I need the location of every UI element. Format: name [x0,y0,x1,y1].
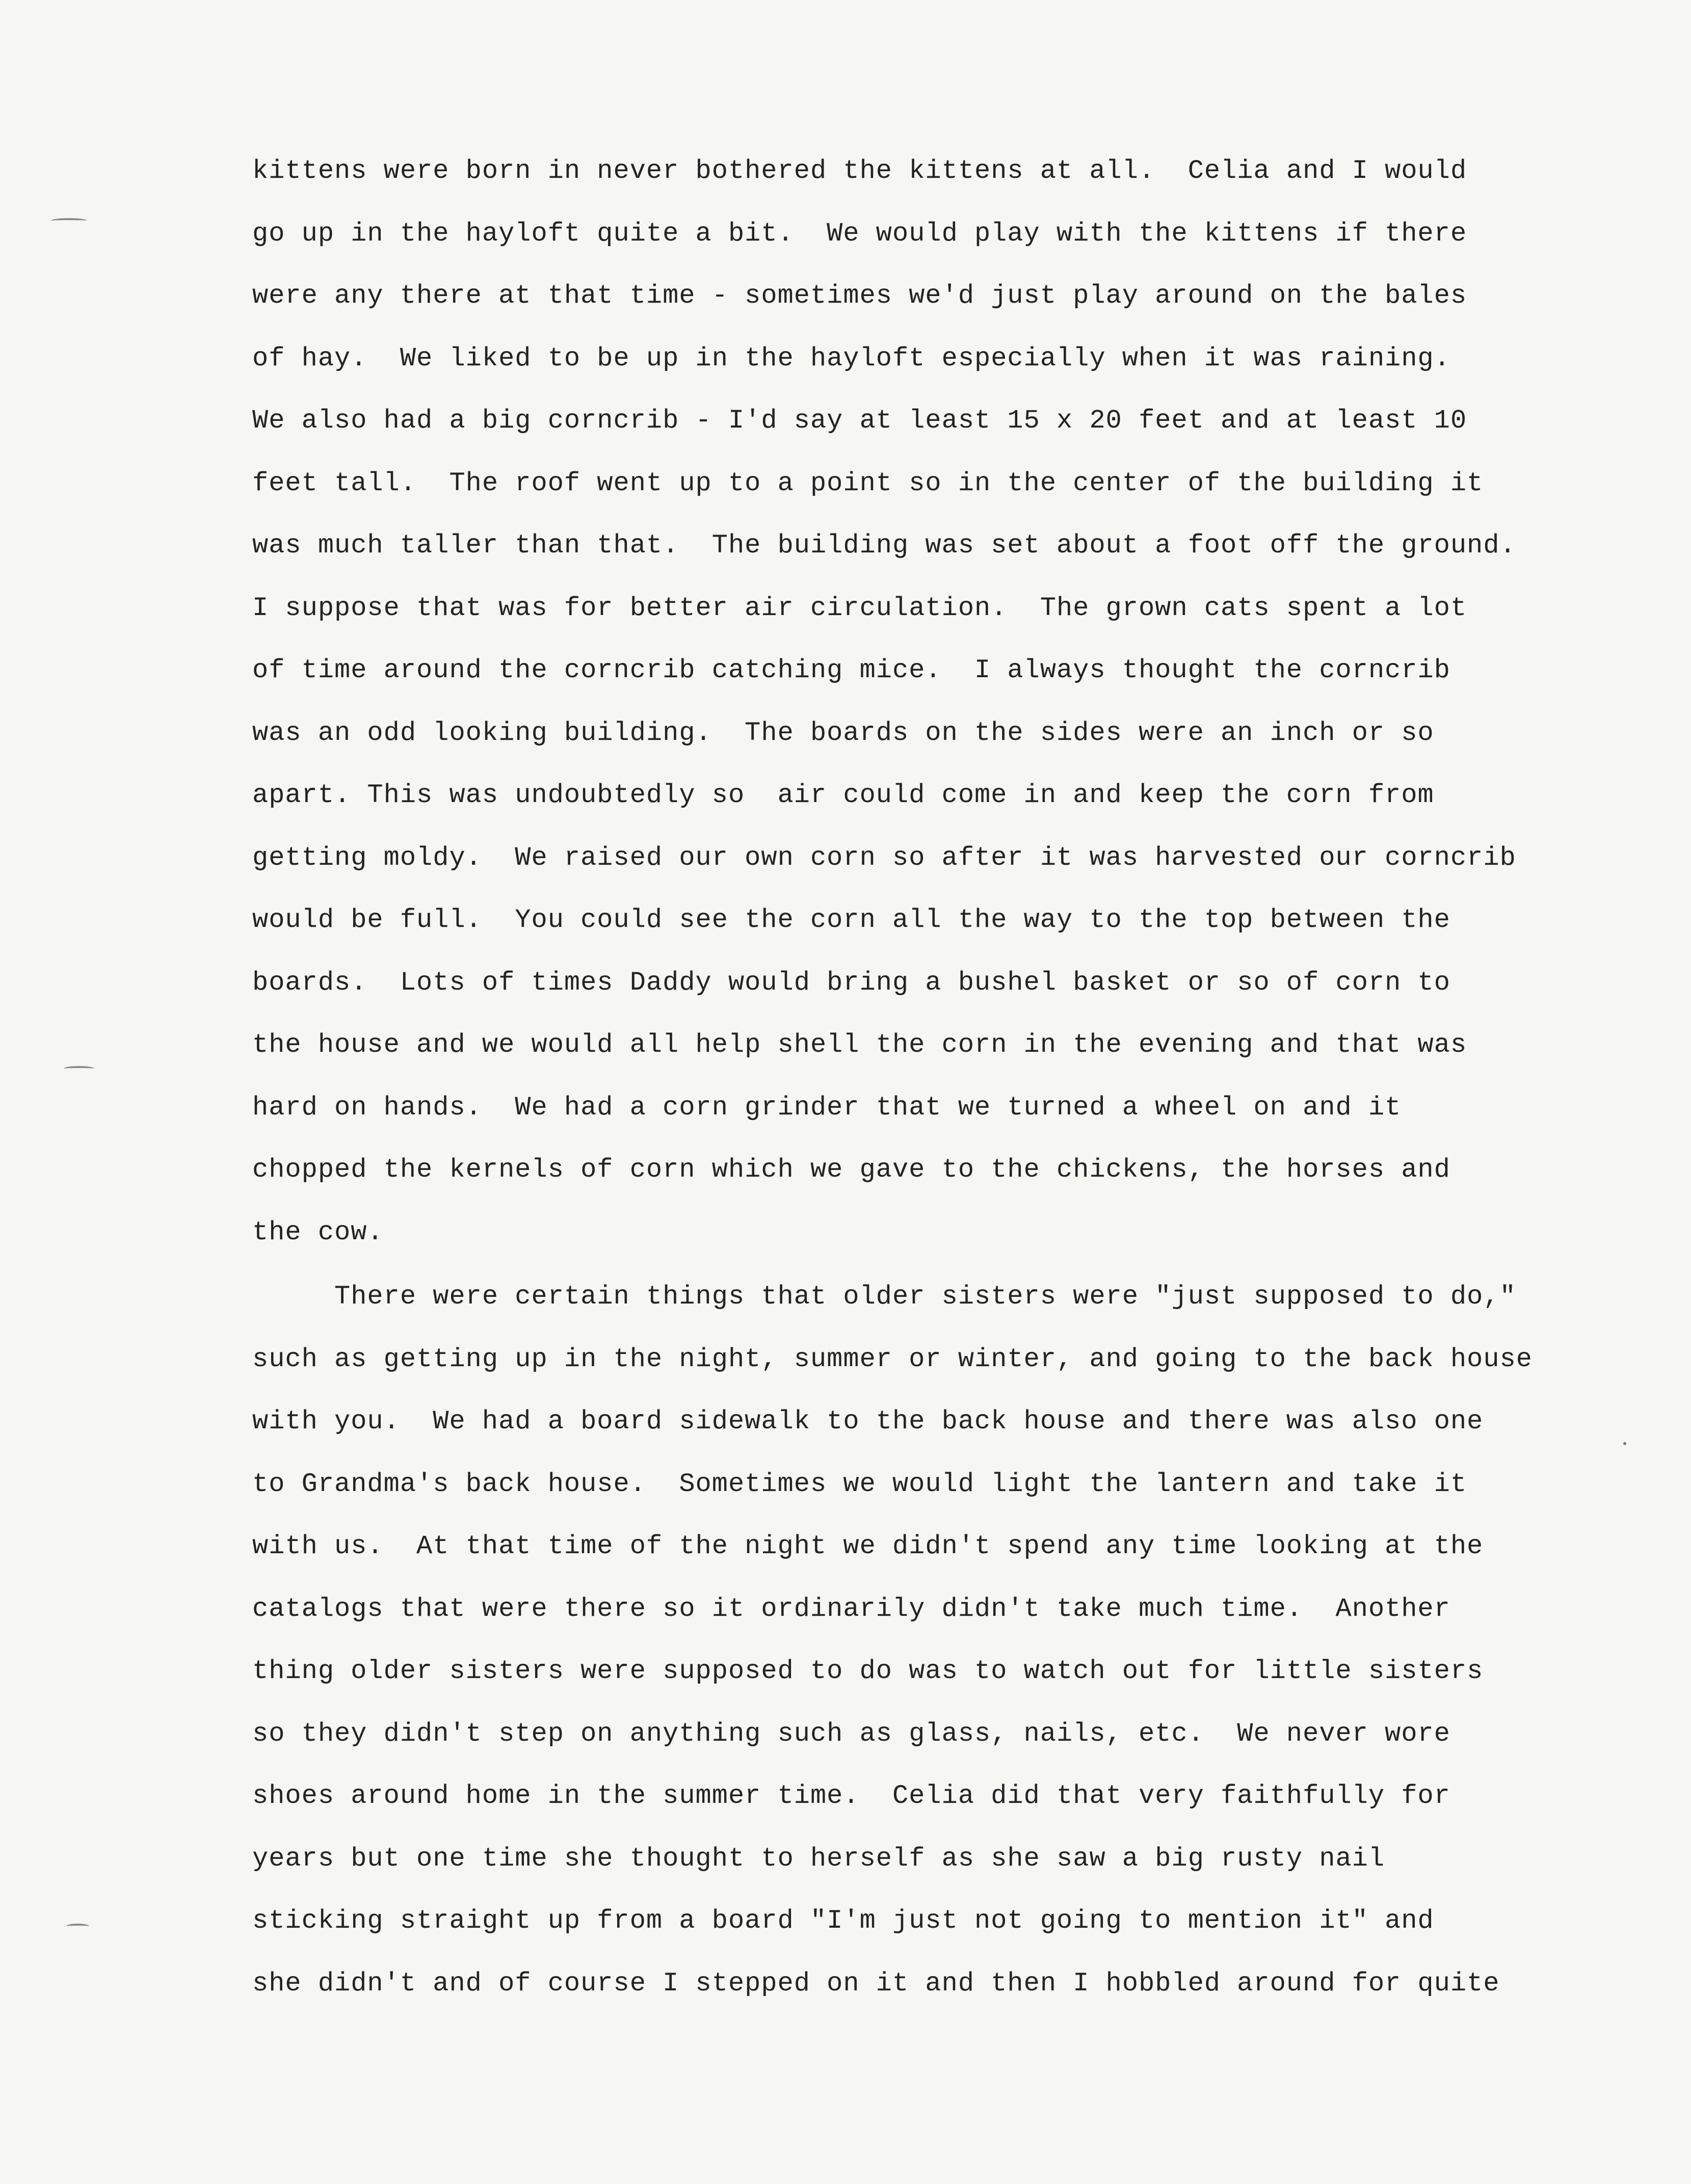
text-line: with you. We had a board sidewalk to the back house and there was also one [252,1406,1484,1436]
margin-mark [64,1066,94,1071]
text-line: catalogs that were there so it ordinarily didn't take much time. Another [252,1593,1450,1624]
text-line: such as getting up in the night, summer or winter, and going to the back house [252,1344,1533,1374]
text-line: There were certain things that older sisters were "just supposed to do," [252,1282,1516,1312]
text-line: thing older sisters were supposed to do was to watch out for little sisters [252,1656,1484,1686]
text-line: boards. Lots of times Daddy would bring a bushel basket or so of corn to [252,967,1450,998]
text-line: apart. This was undoubtedly so air could come in and keep the corn from [252,780,1434,810]
text-line: shoes around home in the summer time. Celia did that very faithfully for [252,1781,1450,1811]
text-line: was an odd looking building. The boards on the sides were an inch or so [252,717,1434,748]
text-line: the house and we would all help shell the corn in the evening and that was [252,1030,1467,1060]
text-line: would be full. You could see the corn all the way to the top between the [252,905,1450,935]
text-line: she didn't and of course I stepped on it and then I hobbled around for quite [252,1968,1500,1999]
text-line: with us. At that time of the night we didn't spend any time looking at the [252,1531,1484,1561]
text-line: to Grandma's back house. Sometimes we would light the lantern and take it [252,1469,1467,1499]
text-line: I suppose that was for better air circulation. The grown cats spent a lot [252,593,1467,623]
text-line: of hay. We liked to be up in the hayloft especially when it was raining. [252,343,1450,374]
text-line: We also had a big corncrib - I'd say at least 15 x 20 feet and at least 10 [252,406,1467,436]
text-line: getting moldy. We raised our own corn so after it was harvested our corncrib [252,842,1516,873]
text-line: so they didn't step on anything such as glass, nails, etc. We never wore [252,1718,1450,1749]
ink-dot [1623,1442,1626,1445]
text-line: kittens were born in never bothered the kittens at all. Celia and I would [252,156,1467,186]
margin-mark [66,1924,89,1929]
body-text [252,140,1588,2015]
text-line: years but one time she thought to herself as she saw a big rusty nail [252,1843,1385,1874]
text-line: chopped the kernels of corn which we gave to the chickens, the horses and [252,1155,1450,1185]
text-line: feet tall. The roof went up to a point so in the center of the building it [252,468,1484,498]
margin-mark [51,218,87,223]
text-line: of time around the corncrib catching mice. I always thought the corncrib [252,655,1450,685]
text-line: go up in the hayloft quite a bit. We would play with the kittens if there [252,218,1467,249]
text-line: sticking straight up from a board "I'm just not going to mention it" and [252,1906,1434,1936]
text-line: hard on hands. We had a corn grinder that we turned a wheel on and it [252,1092,1402,1123]
text-line: was much taller than that. The building was set about a foot off the ground. [252,530,1516,561]
text-line: were any there at that time - sometimes we'd just play around on the bales [252,281,1467,311]
text-line: the cow. [252,1217,384,1247]
